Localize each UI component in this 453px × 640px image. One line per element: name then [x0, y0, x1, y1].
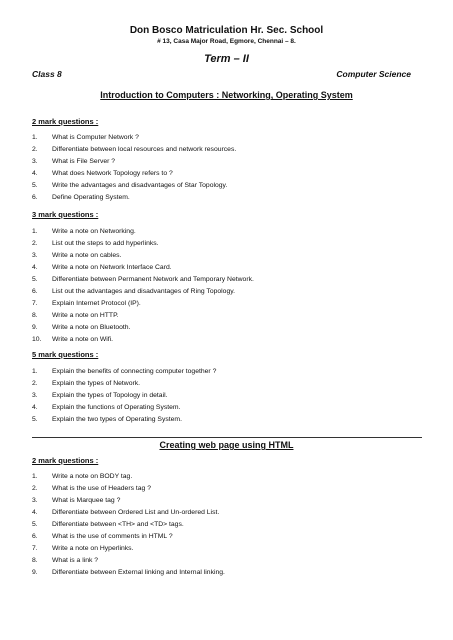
question-item: [32, 144, 432, 156]
question-item: [32, 286, 432, 298]
question-item: [32, 495, 432, 507]
question-number: 2.: [32, 380, 38, 387]
question-list-html: [32, 471, 432, 579]
question-number: 5.: [32, 276, 38, 283]
school-name: Don Bosco Matriculation Hr. Sec. School: [129, 25, 324, 36]
question-text: What is a link ?: [52, 557, 99, 564]
question-text: Explain the two types of Operating System.: [52, 416, 182, 423]
question-number: 8.: [32, 557, 38, 564]
question-text: Write a note on HTTP.: [52, 312, 119, 319]
question-text: Define Operating System.: [52, 194, 130, 201]
class-label: Class 8: [32, 69, 62, 79]
question-number: 9.: [32, 324, 38, 331]
question-item: [32, 274, 432, 286]
question-text: What is Computer Network ?: [52, 134, 139, 141]
question-number: 3.: [32, 392, 38, 399]
question-number: 1.: [32, 134, 38, 141]
question-number: 7.: [32, 545, 38, 552]
question-number: 4.: [32, 170, 38, 177]
question-text: Differentiate between local resources and network resources.: [52, 146, 237, 153]
question-text: What is the use of Headers tag ?: [52, 485, 151, 492]
question-item: [32, 156, 432, 168]
term-title: Term – II: [204, 53, 249, 65]
question-item: [32, 180, 432, 192]
question-number: 2.: [32, 146, 38, 153]
section-divider: [32, 437, 422, 438]
question-text: Write a note on Bluetooth.: [52, 324, 131, 331]
question-text: What is Marquee tag ?: [52, 497, 121, 504]
question-text: Write a note on Networking.: [52, 228, 136, 235]
group-heading-5-mark: 5 mark questions :: [32, 350, 99, 359]
question-number: 7.: [32, 300, 38, 307]
question-text: Write a note on Hyperlinks.: [52, 545, 134, 552]
question-item: [32, 402, 432, 414]
question-item: [32, 483, 432, 495]
question-number: 3.: [32, 158, 38, 165]
question-item: [32, 531, 432, 543]
question-text: Write a note on Wifi.: [52, 336, 114, 343]
question-text: What is the use of comments in HTML ?: [52, 533, 173, 540]
question-text: Differentiate between External linking and Internal linking.: [52, 569, 225, 576]
question-item: [32, 322, 432, 334]
question-item: [32, 238, 432, 250]
question-text: Explain Internet Protocol (IP).: [52, 300, 141, 307]
question-text: Write a note on cables.: [52, 252, 122, 259]
question-text: List out the steps to add hyperlinks.: [52, 240, 159, 247]
question-item: [32, 310, 432, 322]
question-item: [32, 507, 432, 519]
question-number: 9.: [32, 569, 38, 576]
question-text: List out the advantages and disadvantages of Ring Topology.: [52, 288, 236, 295]
question-text: What does Network Topology refers to ?: [52, 170, 173, 177]
question-text: Explain the functions of Operating System.: [52, 404, 181, 411]
question-text: Write the advantages and disadvantages of Star Topology.: [52, 182, 228, 189]
question-number: 2.: [32, 240, 38, 247]
question-number: 4.: [32, 264, 38, 271]
question-text: Differentiate between Permanent Network and Temporary Network.: [52, 276, 254, 283]
question-item: [32, 132, 432, 144]
question-number: 1.: [32, 473, 38, 480]
question-number: 10.: [32, 336, 42, 343]
question-text: Explain the benefits of connecting computer together ?: [52, 368, 217, 375]
question-number: 2.: [32, 485, 38, 492]
question-item: [32, 543, 432, 555]
subject-label: Computer Science: [336, 69, 411, 79]
group-heading-2-mark-html: 2 mark questions :: [32, 456, 99, 465]
question-list-3-mark: [32, 226, 432, 346]
question-list-5-mark: [32, 366, 432, 426]
section-title-networking: Introduction to Computers : Networking, Operating System: [100, 90, 353, 100]
question-list-2-mark: [32, 132, 432, 204]
question-number: 4.: [32, 509, 38, 516]
question-text: Write a note on BODY tag.: [52, 473, 133, 480]
question-number: 6.: [32, 194, 38, 201]
question-text: Differentiate between <TH> and <TD> tags.: [52, 521, 184, 528]
school-address: # 13, Casa Major Road, Egmore, Chennai – 8.: [157, 38, 296, 45]
question-item: [32, 192, 432, 204]
question-item: [32, 298, 432, 310]
question-item: [32, 414, 432, 426]
question-number: 5.: [32, 416, 38, 423]
question-number: 6.: [32, 288, 38, 295]
question-number: 6.: [32, 533, 38, 540]
question-item: [32, 390, 432, 402]
question-number: 3.: [32, 252, 38, 259]
question-item: [32, 226, 432, 238]
question-number: 5.: [32, 521, 38, 528]
question-item: [32, 567, 432, 579]
question-text: Differentiate between Ordered List and Un-ordered List.: [52, 509, 220, 516]
question-number: 4.: [32, 404, 38, 411]
question-number: 1.: [32, 228, 38, 235]
question-number: 3.: [32, 497, 38, 504]
question-number: 1.: [32, 368, 38, 375]
question-item: [32, 262, 432, 274]
question-item: [32, 471, 432, 483]
question-text: What is File Server ?: [52, 158, 116, 165]
question-item: [32, 366, 432, 378]
group-heading-3-mark: 3 mark questions :: [32, 210, 99, 219]
question-item: [32, 378, 432, 390]
question-text: Explain the types of Topology in detail.: [52, 392, 168, 399]
question-number: 8.: [32, 312, 38, 319]
group-heading-2-mark: 2 mark questions :: [32, 117, 99, 126]
question-text: Write a note on Network Interface Card.: [52, 264, 172, 271]
question-item: [32, 168, 432, 180]
question-item: [32, 555, 432, 567]
section-title-html: Creating web page using HTML: [159, 440, 294, 450]
question-item: [32, 334, 432, 346]
question-text: Explain the types of Network.: [52, 380, 141, 387]
question-item: [32, 519, 432, 531]
question-item: [32, 250, 432, 262]
question-number: 5.: [32, 182, 38, 189]
